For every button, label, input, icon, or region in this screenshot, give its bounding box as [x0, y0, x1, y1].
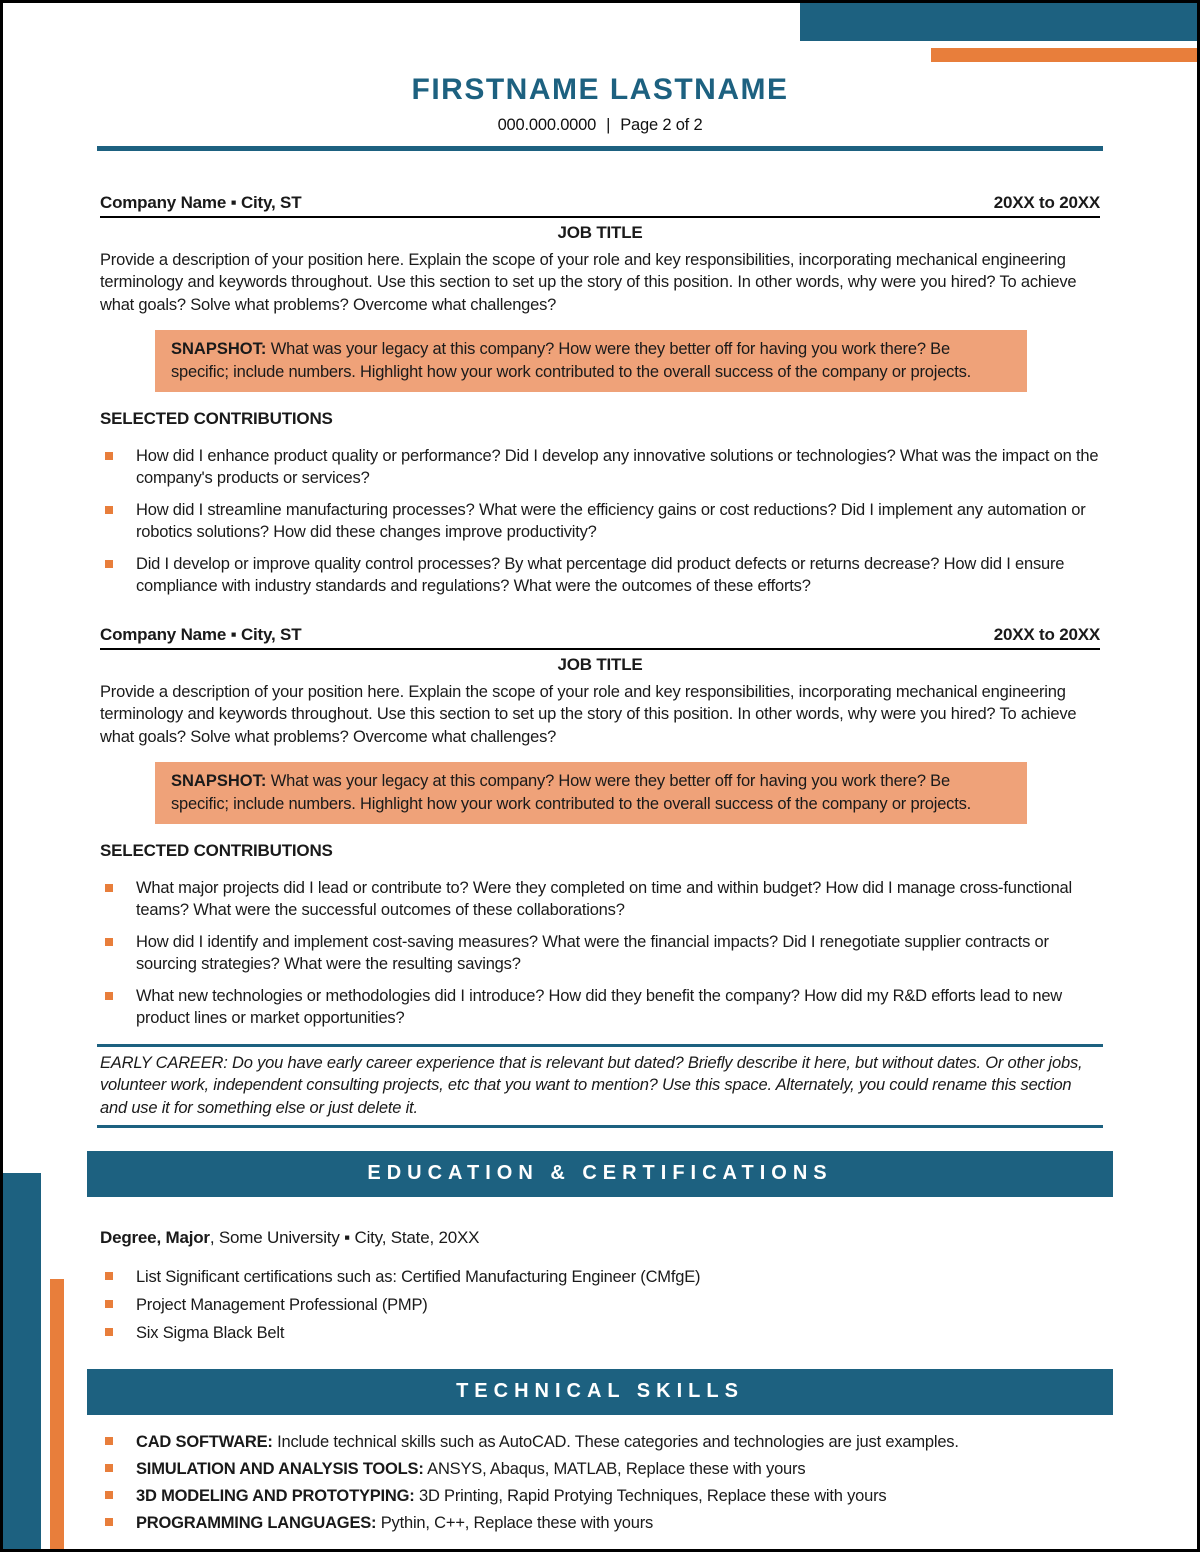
bullet-square-icon — [105, 1518, 113, 1526]
candidate-name: FIRSTNAME LASTNAME — [411, 73, 789, 106]
early-career-note: EARLY CAREER: Do you have early career experience that is relevant but dated? Briefly describe it here, but without dates. Or other jobs, volunteer work, independent consulting projects, etc that you want to mention? Use this space. Alternately, you could rename this section and use it for something else or just delete it. — [97, 1044, 1103, 1129]
job-title: JOB TITLE — [557, 223, 643, 242]
job-dates: 20XX to 20XX — [993, 624, 1100, 644]
skill-category: PROGRAMMING LANGUAGES: — [136, 1513, 377, 1532]
skill-text: Pythin, C++, Replace these with yours — [380, 1513, 654, 1532]
technical-skills-banner: TECHNICAL SKILLS — [87, 1369, 1113, 1415]
skill-text: ANSYS, Abaqus, MATLAB, Replace these with yours — [427, 1459, 806, 1478]
job-section-2 — [100, 624, 1100, 1030]
bottom-left-teal-bar — [3, 1173, 41, 1549]
header-rule — [97, 146, 1103, 151]
contact-line — [100, 114, 1100, 137]
bullet-square-icon — [105, 992, 113, 1000]
list-item — [100, 931, 1100, 976]
skill-text: Include technical skills such as AutoCAD. These categories and technologies are just examples. — [277, 1432, 959, 1451]
list-item — [100, 1293, 1100, 1318]
job-description: Provide a description of your position here. Explain the scope of your role and key responsibilities, incorporating mechanical engineering terminology and keywords throughout. Use this section to set up the story of this position. In other words, why were you hired? To achieve what goals? Solve what problems? Overcome what challenges? — [100, 250, 1077, 314]
list-item — [100, 1484, 1100, 1508]
bullet-square-icon — [105, 1491, 113, 1499]
list-item-text: What new technologies or methodologies did I introduce? How did they benefit the company? How did my R&D efforts lead to new product lines or market opportunities? — [136, 986, 1063, 1027]
snapshot-box — [155, 762, 1027, 824]
company-name: Company Name ▪ City, ST — [100, 624, 302, 644]
list-item — [100, 877, 1100, 922]
degree-line — [100, 1227, 1100, 1250]
list-item-text: What major projects did I lead or contribute to? Were they completed on time and within budget? How did I manage cross-functional teams? What were the successful outcomes of these collaborations? — [136, 878, 1072, 919]
company-name: Company Name ▪ City, ST — [100, 192, 302, 212]
list-item — [100, 1430, 1100, 1454]
list-item — [100, 445, 1100, 490]
bullet-square-icon — [105, 1328, 113, 1336]
company-row — [100, 192, 1100, 219]
skills-list — [100, 1430, 1100, 1535]
bullet-square-icon — [105, 884, 113, 892]
bullet-square-icon — [105, 1464, 113, 1472]
page-number: Page 2 of 2 — [620, 116, 703, 134]
list-item-text: Did I develop or improve quality control processes? By what percentage did product defects or returns decrease? How did I ensure compliance with industry standards and regulations? What were the outcomes of these efforts? — [136, 554, 1065, 595]
list-item — [100, 1321, 1100, 1346]
snapshot-box — [155, 330, 1027, 392]
list-item-text: Six Sigma Black Belt — [136, 1324, 285, 1342]
phone-number: 000.000.0000 — [497, 116, 597, 134]
list-item — [100, 553, 1100, 598]
contributions-heading: SELECTED CONTRIBUTIONS — [100, 409, 333, 428]
page-content — [100, 3, 1100, 1538]
contact-divider: | — [606, 116, 611, 134]
contributions-heading: SELECTED CONTRIBUTIONS — [100, 841, 333, 860]
degree-major: Degree, Major — [100, 1227, 210, 1247]
company-row — [100, 624, 1100, 651]
list-item-text: Project Management Professional (PMP) — [136, 1296, 428, 1314]
contributions-list — [100, 877, 1100, 1030]
bullet-square-icon — [105, 452, 113, 460]
bottom-left-orange-bar — [50, 1279, 64, 1549]
job-dates: 20XX to 20XX — [993, 192, 1100, 212]
skill-category: SIMULATION AND ANALYSIS TOOLS: — [136, 1459, 424, 1478]
education-banner: EDUCATION & CERTIFICATIONS — [87, 1151, 1113, 1197]
bullet-square-icon — [105, 1437, 113, 1445]
snapshot-label: SNAPSHOT: — [171, 340, 267, 358]
list-item-text: How did I enhance product quality or performance? Did I develop any innovative solutions or technologies? What was the impact on the company's products or services? — [136, 446, 1099, 487]
bullet-square-icon — [105, 1300, 113, 1308]
list-item — [100, 1511, 1100, 1535]
skill-category: CAD SOFTWARE: — [136, 1432, 273, 1451]
skill-category: 3D MODELING AND PROTOTYPING: — [136, 1486, 415, 1505]
skill-text: 3D Printing, Rapid Protying Techniques, Replace these with yours — [418, 1486, 887, 1505]
snapshot-text: What was your legacy at this company? How were they better off for having you work there? Be specific; include numbers. Highlight how your work contributed to the overall success of the company or projects. — [171, 340, 972, 381]
list-item — [100, 1457, 1100, 1481]
contributions-list — [100, 445, 1100, 598]
header — [100, 3, 1100, 151]
list-item — [100, 985, 1100, 1030]
list-item-text: List Significant certifications such as: Certified Manufacturing Engineer (CMfgE) — [136, 1268, 701, 1286]
bullet-square-icon — [105, 560, 113, 568]
bullet-square-icon — [105, 506, 113, 514]
list-item — [100, 499, 1100, 544]
list-item-text: How did I streamline manufacturing processes? What were the efficiency gains or cost reductions? Did I implement any automation or robotics solutions? How did these changes improve productivity? — [136, 500, 1086, 541]
degree-details: , Some University ▪ City, State, 20XX — [209, 1227, 480, 1247]
job-section-1 — [100, 192, 1100, 598]
snapshot-label: SNAPSHOT: — [171, 772, 267, 790]
list-item-text: How did I identify and implement cost-saving measures? What were the financial impacts? Did I renegotiate supplier contracts or sourcing strategies? What were the resulting savings? — [136, 932, 1049, 973]
certifications-list — [100, 1265, 1100, 1346]
snapshot-text: What was your legacy at this company? How were they better off for having you work there? Be specific; include numbers. Highlight how your work contributed to the overall success of the company or projects. — [171, 772, 972, 813]
job-title: JOB TITLE — [557, 655, 643, 674]
bullet-square-icon — [105, 938, 113, 946]
job-description: Provide a description of your position here. Explain the scope of your role and key responsibilities, incorporating mechanical engineering terminology and keywords throughout. Use this section to set up the story of this position. In other words, why were you hired? To achieve what goals? Solve what problems? Overcome what challenges? — [100, 682, 1077, 746]
list-item — [100, 1265, 1100, 1290]
bullet-square-icon — [105, 1272, 113, 1280]
